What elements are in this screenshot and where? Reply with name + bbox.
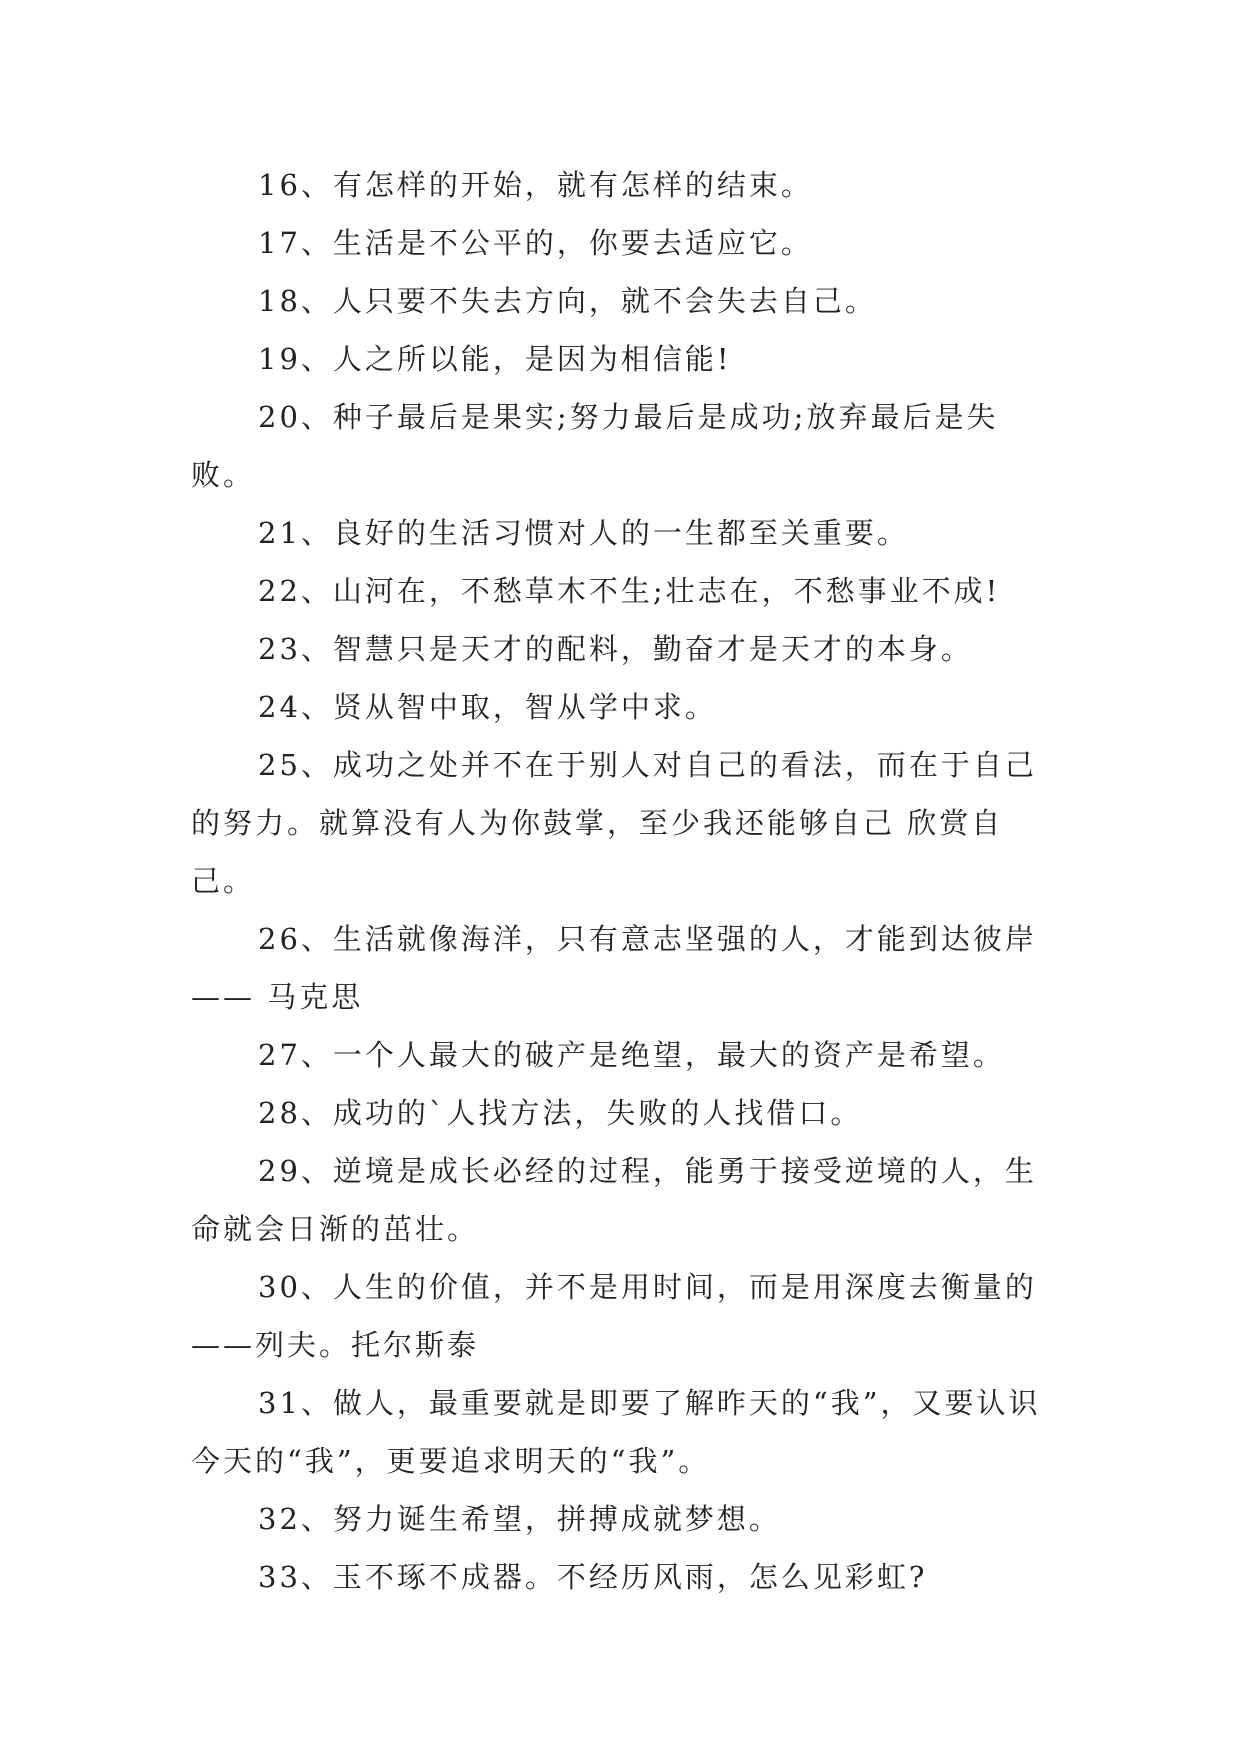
paragraph-25: 25、成功之处并不在于别人对自己的看法，而在于自己的努力。就算没有人为你鼓掌，至少我还能够自己 欣赏自己。 bbox=[191, 748, 1037, 898]
paragraph-19: 19、人之所以能，是因为相信能! bbox=[258, 342, 732, 376]
paragraph-29: 29、逆境是成长必经的过程，能勇于接受逆境的人，生命就会日渐的茁壮。 bbox=[191, 1154, 1037, 1246]
paragraph-20: 20、种子最后是果实;努力最后是成功;放弃最后是失败。 bbox=[191, 400, 999, 492]
paragraph-28: 28、成功的`人找方法，失败的人找借口。 bbox=[258, 1096, 863, 1130]
paragraph-21: 21、良好的生活习惯对人的一生都至关重要。 bbox=[258, 516, 909, 550]
paragraph-32: 32、努力诞生希望，拼搏成就梦想。 bbox=[258, 1502, 781, 1536]
paragraph-22: 22、山河在，不愁草木不生;壮志在，不愁事业不成! bbox=[258, 574, 1001, 608]
paragraph-23: 23、智慧只是天才的配料，勤奋才是天才的本身。 bbox=[258, 632, 973, 666]
paragraph-27: 27、一个人最大的破产是绝望，最大的资产是希望。 bbox=[258, 1038, 1005, 1072]
paragraph-16: 16、有怎样的开始，就有怎样的结束。 bbox=[258, 168, 813, 202]
paragraph-26: 26、生活就像海洋，只有意志坚强的人，才能到达彼岸—— 马克思 bbox=[191, 922, 1037, 1014]
paragraph-30: 30、人生的价值，并不是用时间，而是用深度去衡量的——列夫。托尔斯泰 bbox=[191, 1270, 1037, 1362]
paragraph-31: 31、做人，最重要就是即要了解昨天的“我”，又要认识今天的“我”，更要追求明天的“我”。 bbox=[191, 1386, 1041, 1478]
paragraph-33: 33、玉不琢不成器。不经历风雨，怎么见彩虹? bbox=[258, 1560, 928, 1594]
paragraph-17: 17、生活是不公平的，你要去适应它。 bbox=[258, 226, 813, 260]
document-body bbox=[191, 156, 1051, 1606]
paragraph-18: 18、人只要不失去方向，就不会失去自己。 bbox=[258, 284, 877, 318]
paragraph-24: 24、贤从智中取，智从学中求。 bbox=[258, 690, 717, 724]
